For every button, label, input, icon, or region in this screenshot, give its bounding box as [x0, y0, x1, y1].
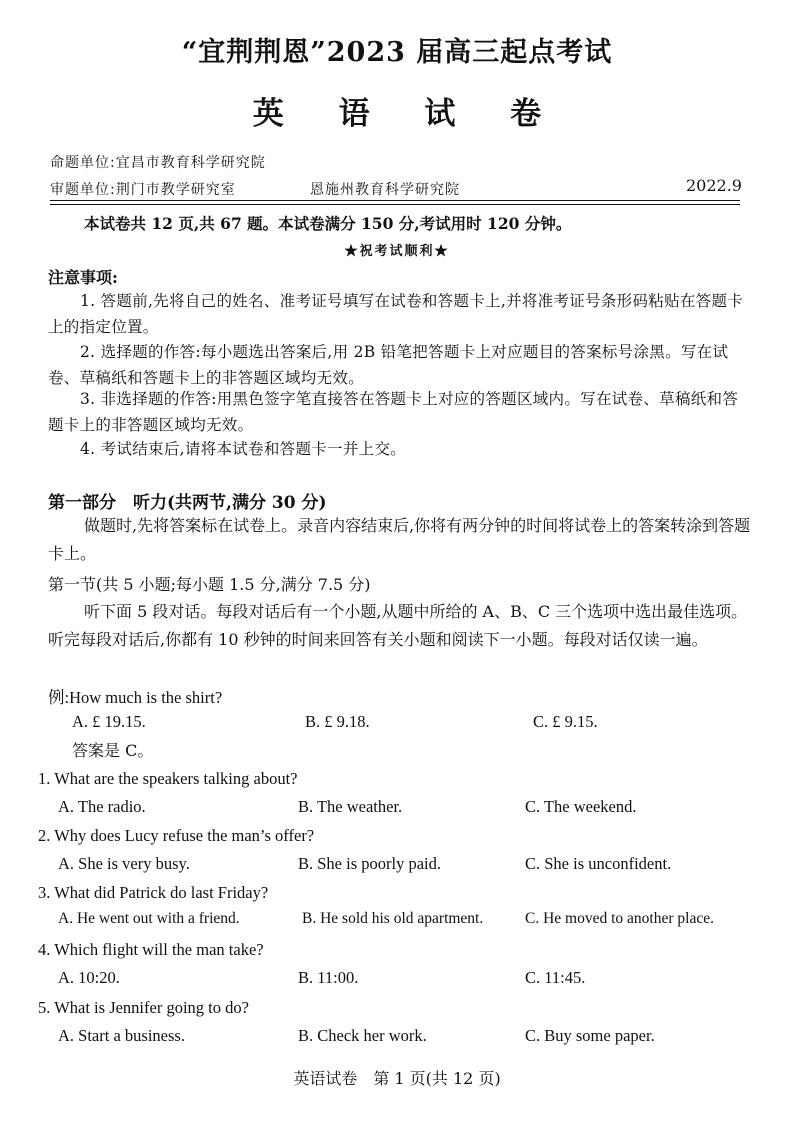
part1-heading: 第一部分 听力(共两节,满分 30 分)	[48, 493, 327, 513]
proposer-unit: 命题单位:宜昌市教育科学研究院	[50, 155, 266, 171]
option-b: B. He sold his old apartment.	[302, 910, 484, 927]
question-3-options	[58, 910, 758, 928]
option-a: A. The radio.	[58, 797, 146, 816]
header-rule-top	[50, 200, 740, 201]
option-b: B. The weather.	[298, 797, 403, 816]
notice-item-3: 3. 非选择题的作答:用黑色签字笔直接答在答题卡上对应的答题区域内。写在试卷、草稿纸和答题卡上的非答题区域均无效。	[48, 390, 739, 434]
option-b: B. She is poorly paid.	[298, 854, 441, 873]
part1-instructions: 做题时,先将答案标在试卷上。录音内容结束后,你将有两分钟的时间将试卷上的答案转涂到答题卡上。	[48, 516, 751, 563]
option-c: C. Buy some paper.	[525, 1026, 655, 1045]
option-b: B. Check her work.	[298, 1026, 427, 1045]
notice-item-4: 4. 考试结束后,请将本试卷和答题卡一并上交。	[80, 440, 407, 458]
good-luck-banner: ★祝考试顺利★	[344, 244, 450, 259]
exam-summary: 本试卷共 12 页,共 67 题。本试卷满分 150 分,考试用时 120 分钟。	[84, 214, 572, 233]
question-2-options	[58, 854, 758, 874]
option-c: C. He moved to another place.	[525, 910, 714, 927]
question-1-options	[58, 797, 758, 817]
notice-heading: 注意事项:	[48, 268, 118, 287]
option-c: C. 11:45.	[525, 968, 586, 987]
option-a: A. 10:20.	[58, 968, 120, 987]
example-option-c: C. £ 9.15.	[533, 712, 598, 731]
example-options	[72, 712, 758, 732]
question-4: 4. Which flight will the man take?	[38, 940, 264, 959]
example-option-b: B. £ 9.18.	[305, 712, 370, 731]
question-2: 2. Why does Lucy refuse the man’s offer?	[38, 826, 315, 845]
option-c: C. She is unconfident.	[525, 854, 672, 873]
example-option-a: A. £ 19.15.	[72, 712, 146, 731]
option-a: A. Start a business.	[58, 1026, 185, 1045]
notice-item-2: 2. 选择题的作答:每小题选出答案后,用 2B 铅笔把答题卡上对应题目的答案标号涂黑。写在试卷、草稿纸和答题卡上的非答题区域均无效。	[48, 343, 729, 387]
exam-date: 2022.9	[686, 176, 742, 195]
reviewer-unit: 审题单位:荆门市教学研究室	[50, 182, 236, 198]
option-a: A. She is very busy.	[58, 854, 190, 873]
notice-item-1: 1. 答题前,先将自己的姓名、准考证号填写在试卷和答题卡上,并将准考证号条形码粘贴在答题卡上的指定位置。	[48, 292, 744, 336]
question-5-options	[58, 1026, 758, 1046]
question-1: 1. What are the speakers talking about?	[38, 769, 298, 788]
subject-title: 英 语 试 卷	[252, 96, 564, 132]
exam-title: “宜荆荆恩”2023 届高三起点考试	[181, 37, 613, 68]
page-footer: 英语试卷 第 1 页(共 12 页)	[293, 1069, 501, 1088]
question-3: 3. What did Patrick do last Friday?	[38, 883, 269, 902]
option-b: B. 11:00.	[298, 968, 359, 987]
example-answer: 答案是 C。	[72, 741, 154, 760]
section1-instructions: 听下面 5 段对话。每段对话后有一个小题,从题中所给的 A、B、C 三个选项中选出最佳选项。听完每段对话后,你都有 10 秒钟的时间来回答有关小题和阅读下一小题。每段对话仅读一遍。	[48, 602, 748, 649]
option-c: C. The weekend.	[525, 797, 637, 816]
question-4-options	[58, 968, 758, 988]
reviewer-unit-2: 恩施州教育科学研究院	[310, 182, 460, 198]
example-question: 例:How much is the shirt?	[48, 688, 223, 707]
section1-heading: 第一节(共 5 小题;每小题 1.5 分,满分 7.5 分)	[48, 575, 371, 594]
option-a: A. He went out with a friend.	[58, 910, 240, 927]
header-rule-bottom	[50, 204, 740, 205]
question-5: 5. What is Jennifer going to do?	[38, 998, 249, 1017]
